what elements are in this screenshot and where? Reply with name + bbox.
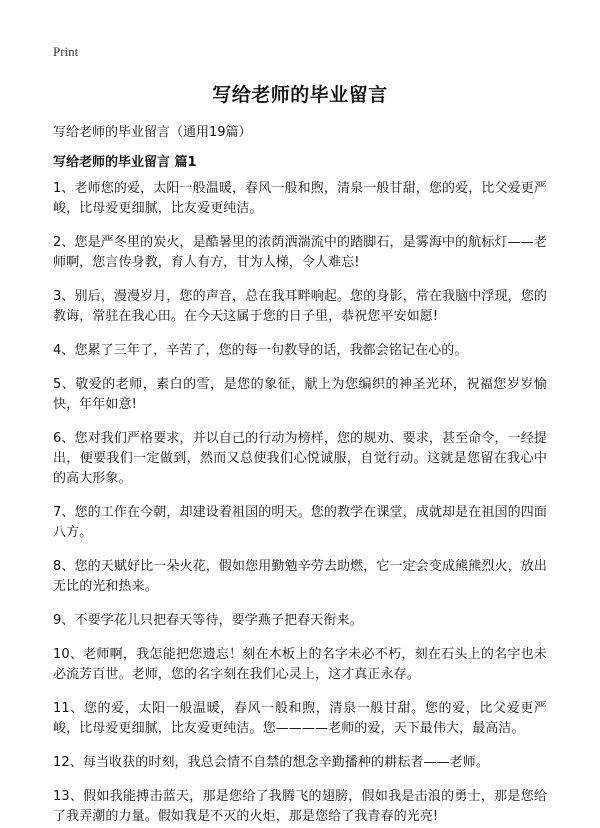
paragraph-1: 1、老师您的爱，太阳一般温暖，春风一般和煦，清泉一般甘甜，您的爱，比父爱更严峻，比母爱更细腻，比友爱更纯洁。: [53, 181, 547, 216]
paragraph-7: 7、您的工作在今朝，却建设着祖国的明天。您的教学在课堂，成就却是在祖国的四面八方。: [53, 505, 547, 540]
paragraph-12: 12、每当收获的时刻，我总会情不自禁的想念辛勤播种的耕耘者——老师。: [53, 755, 489, 770]
document-title: 写给老师的毕业留言: [212, 84, 388, 106]
paragraph-6: 6、您对我们严格要求，并以自己的行动为榜样，您的规劝、要求，甚至命令，一经提出，便要我们一定做到，然而又总使我们心悦诚服，自觉行动。这就是您留在我心中的高大形象。: [53, 431, 547, 486]
paragraph-3: 3、别后，漫漫岁月，您的声音，总在我耳畔响起。您的身影，常在我脑中浮现，您的教诲，常驻在我心田。在今天这属于您的日子里，恭祝您平安如愿!: [53, 289, 547, 324]
document-subtitle: 写给老师的毕业留言（通用19篇）: [53, 125, 252, 140]
print-link[interactable]: Print: [53, 44, 79, 59]
paragraph-5: 5、敬爱的老师，素白的雪，是您的象征，献上为您编织的神圣光环，祝福您岁岁愉快，年年如意!: [53, 377, 547, 412]
paragraph-10: 10、老师啊，我怎能把您遗忘！刻在木板上的名字未必不朽，刻在石头上的名字也未必流芳百世。老师，您的名字刻在我们心灵上，这才真正永存。: [53, 647, 547, 682]
paragraph-8: 8、您的天赋好比一朵火花，假如您用勤勉辛劳去助燃，它一定会变成熊熊烈火，放出无比的光和热来。: [53, 559, 547, 594]
paragraph-2: 2、您是严冬里的炭火，是酷暑里的浓荫洒湍流中的踏脚石，是雾海中的航标灯——老师啊，您言传身教，育人有方，甘为人梯，令人难忘!: [53, 235, 547, 270]
paragraph-4: 4、您累了三年了，辛苦了，您的每一句教导的话，我都会铭记在心的。: [53, 343, 468, 358]
paragraph-9: 9、不要学花儿只把春天等待，要学燕子把春天衔来。: [53, 613, 363, 628]
paragraph-list: [53, 179, 547, 828]
paragraph-11: 11、您的爱，太阳一般温暖，春风一般和煦，清泉一般甘甜。您的爱，比父爱更严峻，比母爱更细腻，比友爱更纯洁。您————老师的爱，天下最伟大，最高洁。: [53, 701, 547, 736]
section-heading: 写给老师的毕业留言 篇1: [53, 155, 197, 170]
paragraph-13: 13、假如我能搏击蓝天，那是您给了我腾飞的翅膀，假如我是击浪的勇士，那是您给了我弄潮的力量。假如我是不灭的火炬，那是您给了我青春的光亮!: [53, 789, 547, 824]
